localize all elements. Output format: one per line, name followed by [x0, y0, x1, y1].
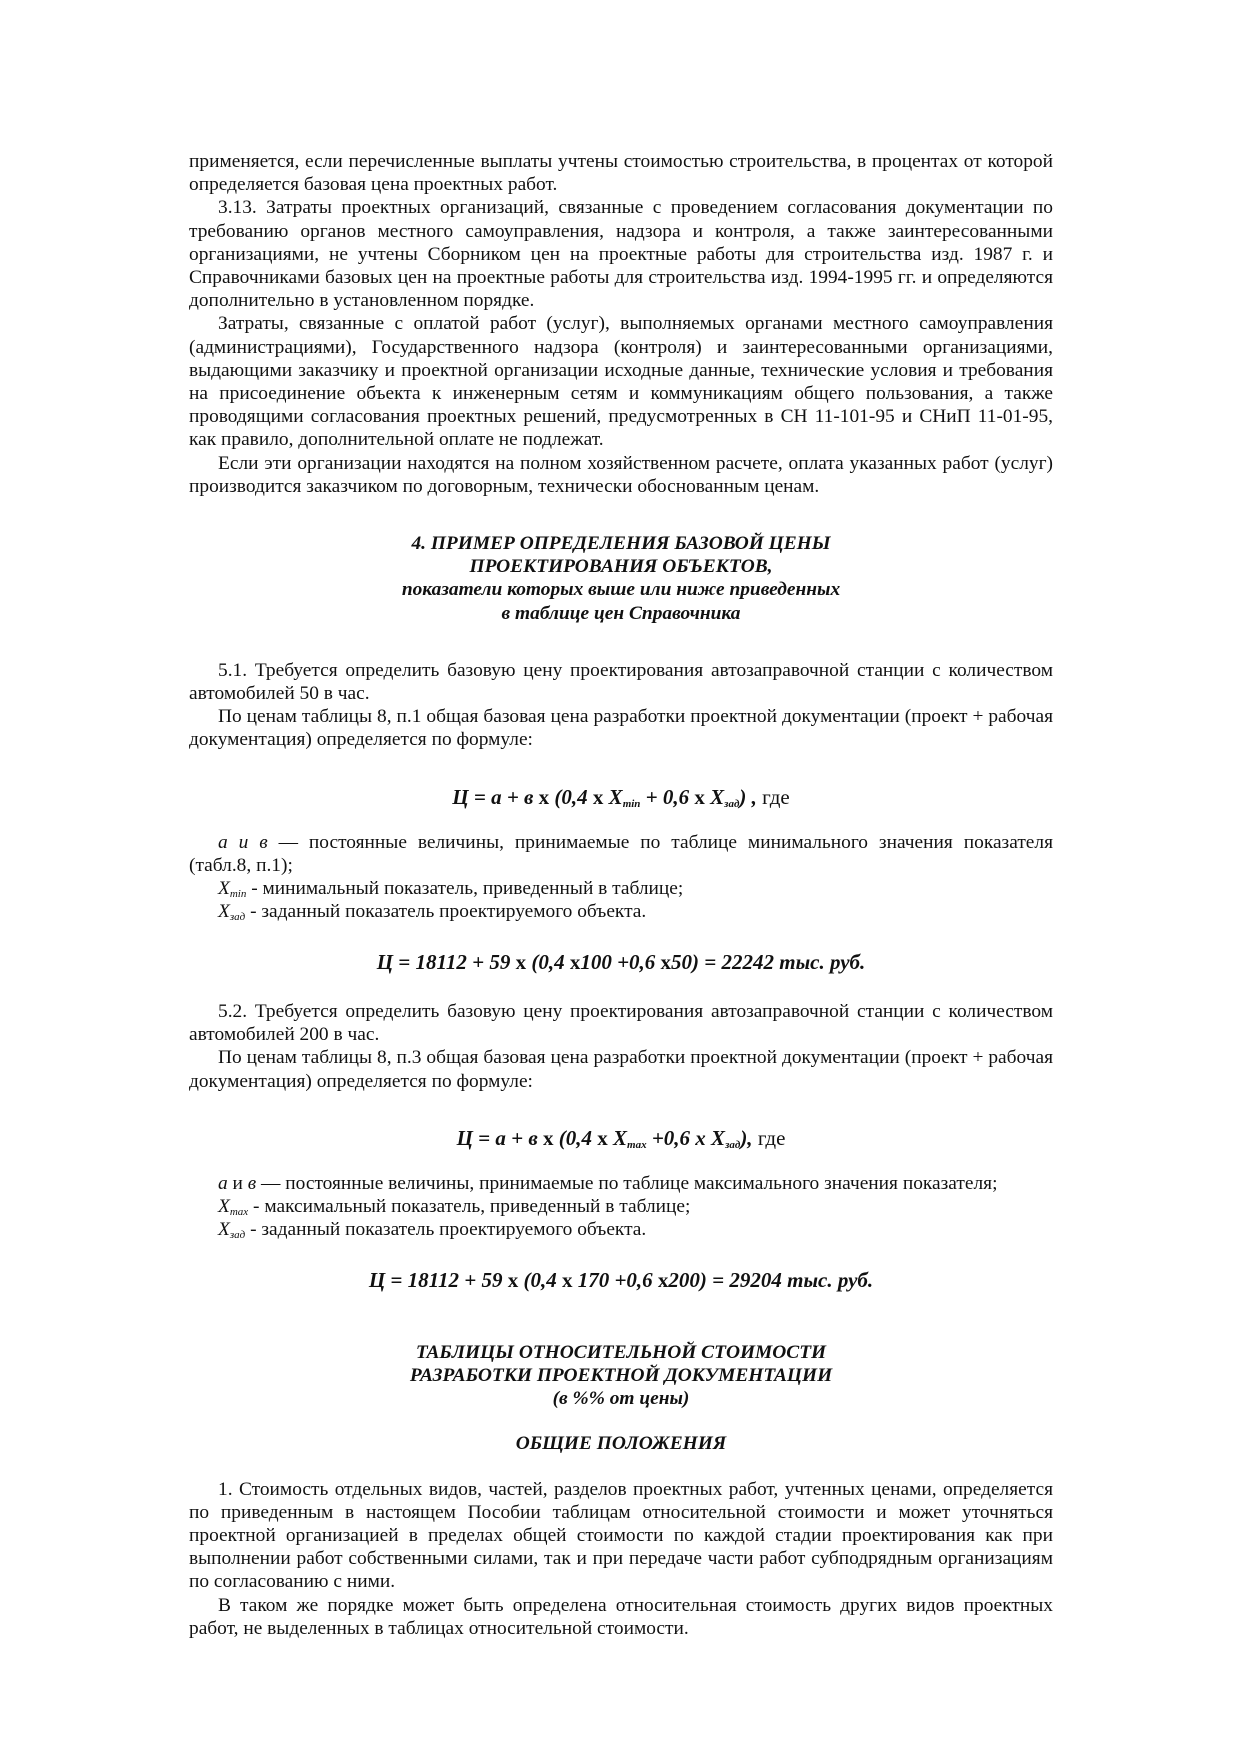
formula-subscript-zad: зад: [725, 1138, 741, 1151]
tables-heading-line1: ТАБЛИЦЫ ОТНОСИТЕЛЬНОЙ СТОИМОСТИ: [415, 1341, 827, 1363]
formula-times: х: [515, 949, 527, 974]
def-subscript: зад: [229, 1229, 246, 1242]
document-page: [189, 150, 1053, 1640]
example-1-def-ab: [189, 831, 1053, 877]
general-provisions-heading: ОБЩИЕ ПОЛОЖЕНИЯ: [515, 1433, 727, 1455]
formula-part: 170 +0,6: [572, 1267, 658, 1292]
formula-subscript-min: min: [622, 797, 641, 810]
example-1-task: 5.1. Требуется определить базовую цену проектирования автозаправочной станции с количеством автомобилей 50 в час.: [189, 659, 1053, 705]
def-text: - минимальный показатель, приведенный в таблице;: [246, 878, 684, 900]
formula-times: х: [660, 949, 672, 974]
section-4-heading-line4: в таблице цен Справочника: [501, 602, 741, 624]
example-2-price-text: По ценам таблицы 8, п.3 общая базовая цена разработки проектной документации (проект + рабочая документация) определяется по формуле:: [189, 1047, 1053, 1092]
formula-times: х: [569, 949, 581, 974]
formula-part: (0,4: [553, 1125, 598, 1150]
formula-part: Ц = а + в: [452, 784, 539, 809]
example-2-def-ab: [189, 1172, 1053, 1195]
example-1-formula: [189, 786, 1053, 809]
formula-part: +0,6 х X: [646, 1125, 726, 1150]
formula-times: х: [694, 784, 705, 809]
section-4-heading: [189, 532, 1053, 625]
formula-part: Ц = а + в: [456, 1125, 543, 1150]
formula-part: Ц = 18112 + 59: [376, 949, 516, 974]
def-vars: а и в: [218, 831, 268, 853]
formula-subscript-max: max: [627, 1138, 647, 1151]
formula-part: 100 +0,6: [580, 949, 661, 974]
formula-part: + 0,6: [640, 784, 695, 809]
def-subscript: max: [229, 1206, 249, 1219]
def-text: - заданный показатель проектируемого объекта.: [245, 901, 647, 923]
example-2-def-xzad: [189, 1218, 1053, 1241]
example-2-result: [189, 1269, 1053, 1292]
tables-heading: [189, 1341, 1053, 1411]
example-1-result: [189, 951, 1053, 974]
formula-times: х: [597, 1125, 608, 1150]
tables-heading-line2: РАЗРАБОТКИ ПРОЕКТНОЙ ДОКУМЕНТАЦИИ: [409, 1364, 833, 1386]
formula-part: ),: [740, 1125, 753, 1150]
def-subscript: min: [229, 888, 247, 901]
def-text: - максимальный показатель, приведенный в таблице;: [248, 1196, 691, 1218]
def-var: X: [218, 901, 230, 923]
formula-var-x: X: [603, 784, 623, 809]
formula-where: где: [752, 1125, 786, 1150]
formula-part: ) ,: [739, 784, 757, 809]
paragraph-general-2: В таком же порядке может быть определена относительная стоимость других видов проектных работ, не выделенных в таблицах относительной стоимости.: [189, 1594, 1053, 1639]
paragraph-costs: Затраты, связанные с оплатой работ (услуг), выполняемых органами местного самоуправления (администрациями), Государственного надзора (контроля) и заинтересованными организациями, выдающими заказчику и проектной организации исходные данные, технические условия и требования на присоединение объекта к инженерным сетям и коммуникациям общего пользования, а также проводящими согласования проектных решений, предусмотренных в СН 11-101-95 и СНиП 11-01-95, как правило, дополнительной оплате не подлежат.: [189, 313, 1053, 451]
formula-where: где: [756, 784, 790, 809]
paragraph-general-1: 1. Стоимость отдельных видов, частей, разделов проектных работ, учтенных ценами, определяется по приведенным в настоящем Пособии таблицам относительной стоимости и может уточняться проектной организацией в пределах общей стоимости по каждой стадии проектирования как при выполнении работ собственными силами, так и при передаче части работ субподрядным организациям по согласованию с ними.: [189, 1478, 1053, 1593]
def-var: X: [218, 878, 230, 900]
def-text: - заданный показатель проектируемого объекта.: [245, 1219, 647, 1241]
formula-times: х: [507, 1267, 519, 1292]
tables-heading-line3: (в %% от цены): [552, 1388, 690, 1410]
def-var-b: в: [247, 1172, 257, 1194]
def-var: X: [218, 1219, 230, 1241]
def-text: — постоянные величины, принимаемые по таблице максимального значения показателя;: [256, 1172, 998, 1194]
formula-part: 50) = 22242 тыс. руб.: [671, 949, 866, 974]
def-and: и: [227, 1172, 248, 1194]
formula-times: х: [592, 784, 604, 809]
formula-var-x: X: [607, 1125, 628, 1150]
example-1-price-text: По ценам таблицы 8, п.1 общая базовая цена разработки проектной документации (проект + рабочая документация) определяется по формуле:: [189, 706, 1053, 751]
example-1-def-xmin: [189, 877, 1053, 900]
example-2-formula: [189, 1127, 1053, 1150]
example-2-task: 5.2. Требуется определить базовую цену проектирования автозаправочной станции с количеством автомобилей 200 в час.: [189, 1000, 1053, 1046]
formula-part: (0,4: [526, 949, 570, 974]
formula-part: Ц = 18112 + 59: [368, 1267, 508, 1292]
formula-times: х: [538, 784, 550, 809]
paragraph-top: применяется, если перечисленные выплаты учтены стоимостью строительства, в процентах от которой определяется базовая цена проектных работ.: [189, 151, 1053, 196]
paragraph-3-13: 3.13. Затраты проектных организаций, связанные с проведением согласования документации по требованию органов местного самоуправления, надзора и контроля, а также заинтересованными организациями, не учтены Сборником цен на проектные работы для строительства изд. 1987 г. и Справочниками базовых цен на проектные работы для строительства изд. 1994-1995 гг. и определяются дополнительно в установленном порядке.: [189, 197, 1053, 312]
formula-part: (0,4: [549, 784, 593, 809]
formula-part: 200) = 29204 тыс. руб.: [668, 1267, 874, 1292]
paragraph-if-organizations: Если эти организации находятся на полном хозяйственном расчете, оплата указанных работ (услуг) производится заказчиком по договорным, технически обоснованным ценам.: [189, 452, 1053, 497]
section-4-heading-line2: ПРОЕКТИРОВАНИЯ ОБЪЕКТОВ,: [469, 556, 773, 578]
example-1-def-xzad: [189, 900, 1053, 923]
formula-part: (0,4: [518, 1267, 562, 1292]
def-text: — постоянные величины, принимаемые по таблице минимального значения показателя (табл.8, п.1);: [189, 831, 1053, 877]
formula-times: х: [543, 1125, 554, 1150]
example-2-def-xmax: [189, 1195, 1053, 1218]
def-subscript: зад: [229, 911, 246, 924]
formula-subscript-zad: зад: [724, 797, 740, 810]
formula-times: х: [561, 1267, 573, 1292]
def-var: X: [218, 1196, 230, 1218]
formula-times: х: [657, 1267, 669, 1292]
def-var-a: а: [218, 1172, 228, 1194]
section-4-heading-line3: показатели которых выше или ниже приведенных: [401, 579, 841, 601]
section-4-heading-line1: 4. ПРИМЕР ОПРЕДЕЛЕНИЯ БАЗОВОЙ ЦЕНЫ: [411, 533, 831, 555]
formula-var-x: X: [704, 784, 725, 809]
